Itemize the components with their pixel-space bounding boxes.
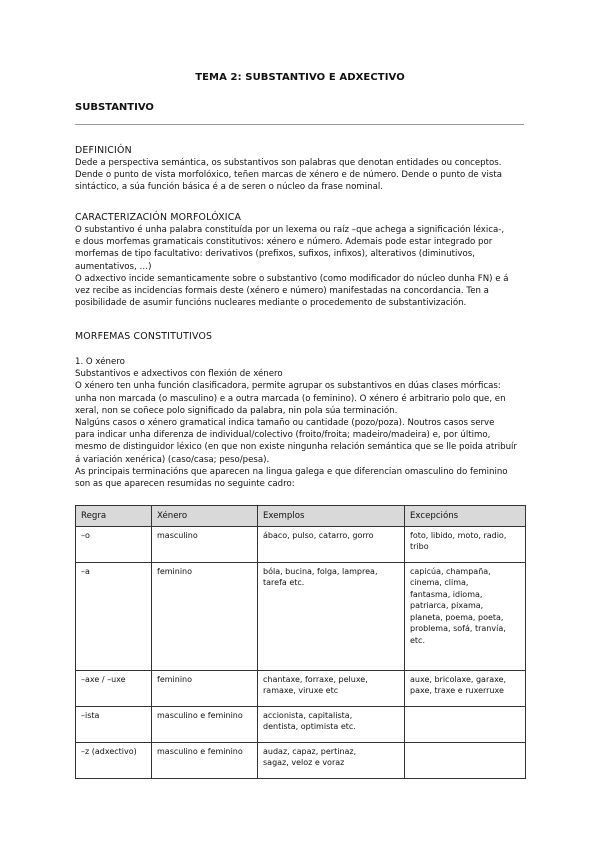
xenero-line: son as que aparecen resumidas no seguinte cadro: <box>75 479 295 490</box>
exceptions-cell <box>405 706 526 742</box>
exception-line: patriarca, pixama, <box>410 601 484 610</box>
examples-cell <box>258 526 405 562</box>
xenero-table <box>75 505 526 779</box>
definicion-line: Dende o punto de vista morfolóxico, teñen marcas de xénero e de número. Dende o punto de vista <box>75 170 503 181</box>
example-line: chantaxe, forraxe, peluxe, <box>263 674 368 684</box>
exception-line: auxe, bricolaxe, garaxe, <box>410 674 507 684</box>
definicion-section <box>75 145 527 194</box>
xenero-line: As principais terminacións que aparecen na lingua galega e que diferencian omasculino do feminino <box>75 466 508 477</box>
table-row <box>76 670 526 706</box>
xenero-line: Nalgúns casos o xénero gramatical indica tamaño ou cantidade (pozo/poza). Noutros casos serve <box>75 418 495 429</box>
rule-cell: –axe / –uxe <box>76 670 152 706</box>
table-row <box>76 562 526 670</box>
examples-cell <box>258 742 405 778</box>
exception-line: paxe, traxe e ruxerruxe <box>410 686 504 695</box>
example-line: accionista, capitalista, <box>263 710 353 720</box>
exception-line: foto, libido, moto, radio, <box>410 530 507 540</box>
document-title: TEMA 2: SUBSTANTIVO E ADXECTIVO <box>195 72 405 83</box>
examples-cell <box>258 562 405 670</box>
example-line: sagaz, veloz e voraz <box>263 758 345 767</box>
xenero-paragraph <box>75 380 527 490</box>
caracterizacion-line: O adxectivo incide semanticamente sobre o substantivo (como modificador do núcleo dunha FN) e á <box>75 273 509 284</box>
definicion-line: Dede a perspectiva semántica, os substantivos son palabras que denotan entidades ou conceptos. <box>75 158 502 168</box>
example-line: audaz, capaz, pertinaz, <box>263 746 357 756</box>
morfemas-heading: MORFEMAS CONSTITUTIVOS <box>75 331 213 342</box>
rule-cell: –ista <box>76 706 152 742</box>
definicion-line: sintáctico, a súa función básica é a de seren o núcleo da frase nominal. <box>75 182 383 193</box>
table-header-cell: Exemplos <box>258 506 405 527</box>
definicion-heading: DEFINICIÓN <box>75 145 132 156</box>
exception-line: etc. <box>410 635 425 645</box>
caracterizacion-line: posibilidade de asumir funcións nucleares mediante o procedemento de substantivización. <box>75 298 467 309</box>
example-line: tarefa etc. <box>263 578 305 587</box>
xenero-subheading: 1. O xénero <box>75 357 125 367</box>
example-line: ábaco, pulso, catarro, gorro <box>263 530 374 540</box>
caracterizacion-line: morfemas de tipo facultativo: derivativos (prefixos, sufixos, infixos), alterativos (diminutivos, <box>75 249 475 260</box>
rule-cell: –z (adxectivo) <box>76 742 152 778</box>
table-header-row <box>76 506 526 527</box>
section-heading-substantivo: SUBSTANTIVO <box>75 102 154 113</box>
caracterizacion-section <box>75 212 527 309</box>
xenero-line: mesmo de distinguidor léxico (en que non existe ningunha relación semántica que se lle poida atribuír <box>75 442 517 453</box>
caracterizacion-paragraph <box>75 224 527 309</box>
exception-line: cinema, clima, <box>410 578 469 587</box>
rule-cell: –o <box>76 526 152 562</box>
exceptions-cell <box>405 670 526 706</box>
definicion-paragraph <box>75 157 527 194</box>
xenero-line: xeral, non se coñece polo significado da palabra, nin pola súa terminación. <box>75 405 398 416</box>
examples-cell <box>258 706 405 742</box>
table-header-cell: Xénero <box>152 506 258 527</box>
exception-line: problema, sofá, tranvía, <box>410 624 506 633</box>
exception-line: fantasma, idioma, <box>410 589 483 599</box>
exceptions-cell <box>405 742 526 778</box>
gender-cell: feminino <box>152 670 258 706</box>
horizontal-rule <box>75 124 524 125</box>
table-row <box>76 526 526 562</box>
gender-cell: feminino <box>152 562 258 670</box>
exceptions-cell <box>405 526 526 562</box>
xenero-line: para indicar unha diferenza de individual/colectivo (froito/froita; madeiro/madeira) e, por último, <box>75 430 491 441</box>
morfemas-section <box>75 331 527 343</box>
example-line: ramaxe, viruxe etc <box>263 686 339 695</box>
xenero-section <box>75 356 527 490</box>
examples-cell <box>258 670 405 706</box>
exceptions-cell <box>405 562 526 670</box>
table-row <box>76 742 526 778</box>
xenero-line: O xénero ten unha función clasificadora, permite agrupar os substantivos en dúas clases mórficas: <box>75 381 501 392</box>
rule-cell: –a <box>76 562 152 670</box>
table-header-cell: Excepcións <box>405 506 526 527</box>
gender-cell: masculino e feminino <box>152 742 258 778</box>
xenero-line: á variación xenérica) (caso/casa; peso/pesa). <box>75 454 270 465</box>
exception-line: planeta, poema, poeta, <box>410 612 504 622</box>
caracterizacion-heading: CARACTERIZACIÓN MORFOLÓXICA <box>75 212 242 223</box>
gender-cell: masculino e feminino <box>152 706 258 742</box>
table-row <box>76 706 526 742</box>
caracterizacion-line: aumentativos, …) <box>75 261 152 272</box>
example-line: dentista, optimista etc. <box>263 722 356 731</box>
exception-line: tribo <box>410 542 429 551</box>
caracterizacion-line: vez recibe as incidencias formais deste (xénero e número) manifestadas na concordancia. Ten a <box>75 286 489 297</box>
gender-cell: masculino <box>152 526 258 562</box>
caracterizacion-line: O substantivo é unha palabra constituída por un lexema ou raíz –que achega a significación léxica-, <box>75 225 505 235</box>
xenero-line: unha non marcada (o masculino) e a outra marcada (o feminino). O xénero é arbitrario polo que, en <box>75 393 506 404</box>
caracterizacion-line: e dous morfemas gramaticais constitutivos: xénero e número. Ademais pode estar integrado por <box>75 237 493 248</box>
xenero-subsubheading: Substantivos e adxectivos con flexión de xénero <box>75 369 283 380</box>
exception-line: capicúa, champaña, <box>410 566 491 576</box>
example-line: bóla, bucina, folga, lamprea, <box>263 566 378 576</box>
table-header-cell: Regra <box>76 506 152 527</box>
